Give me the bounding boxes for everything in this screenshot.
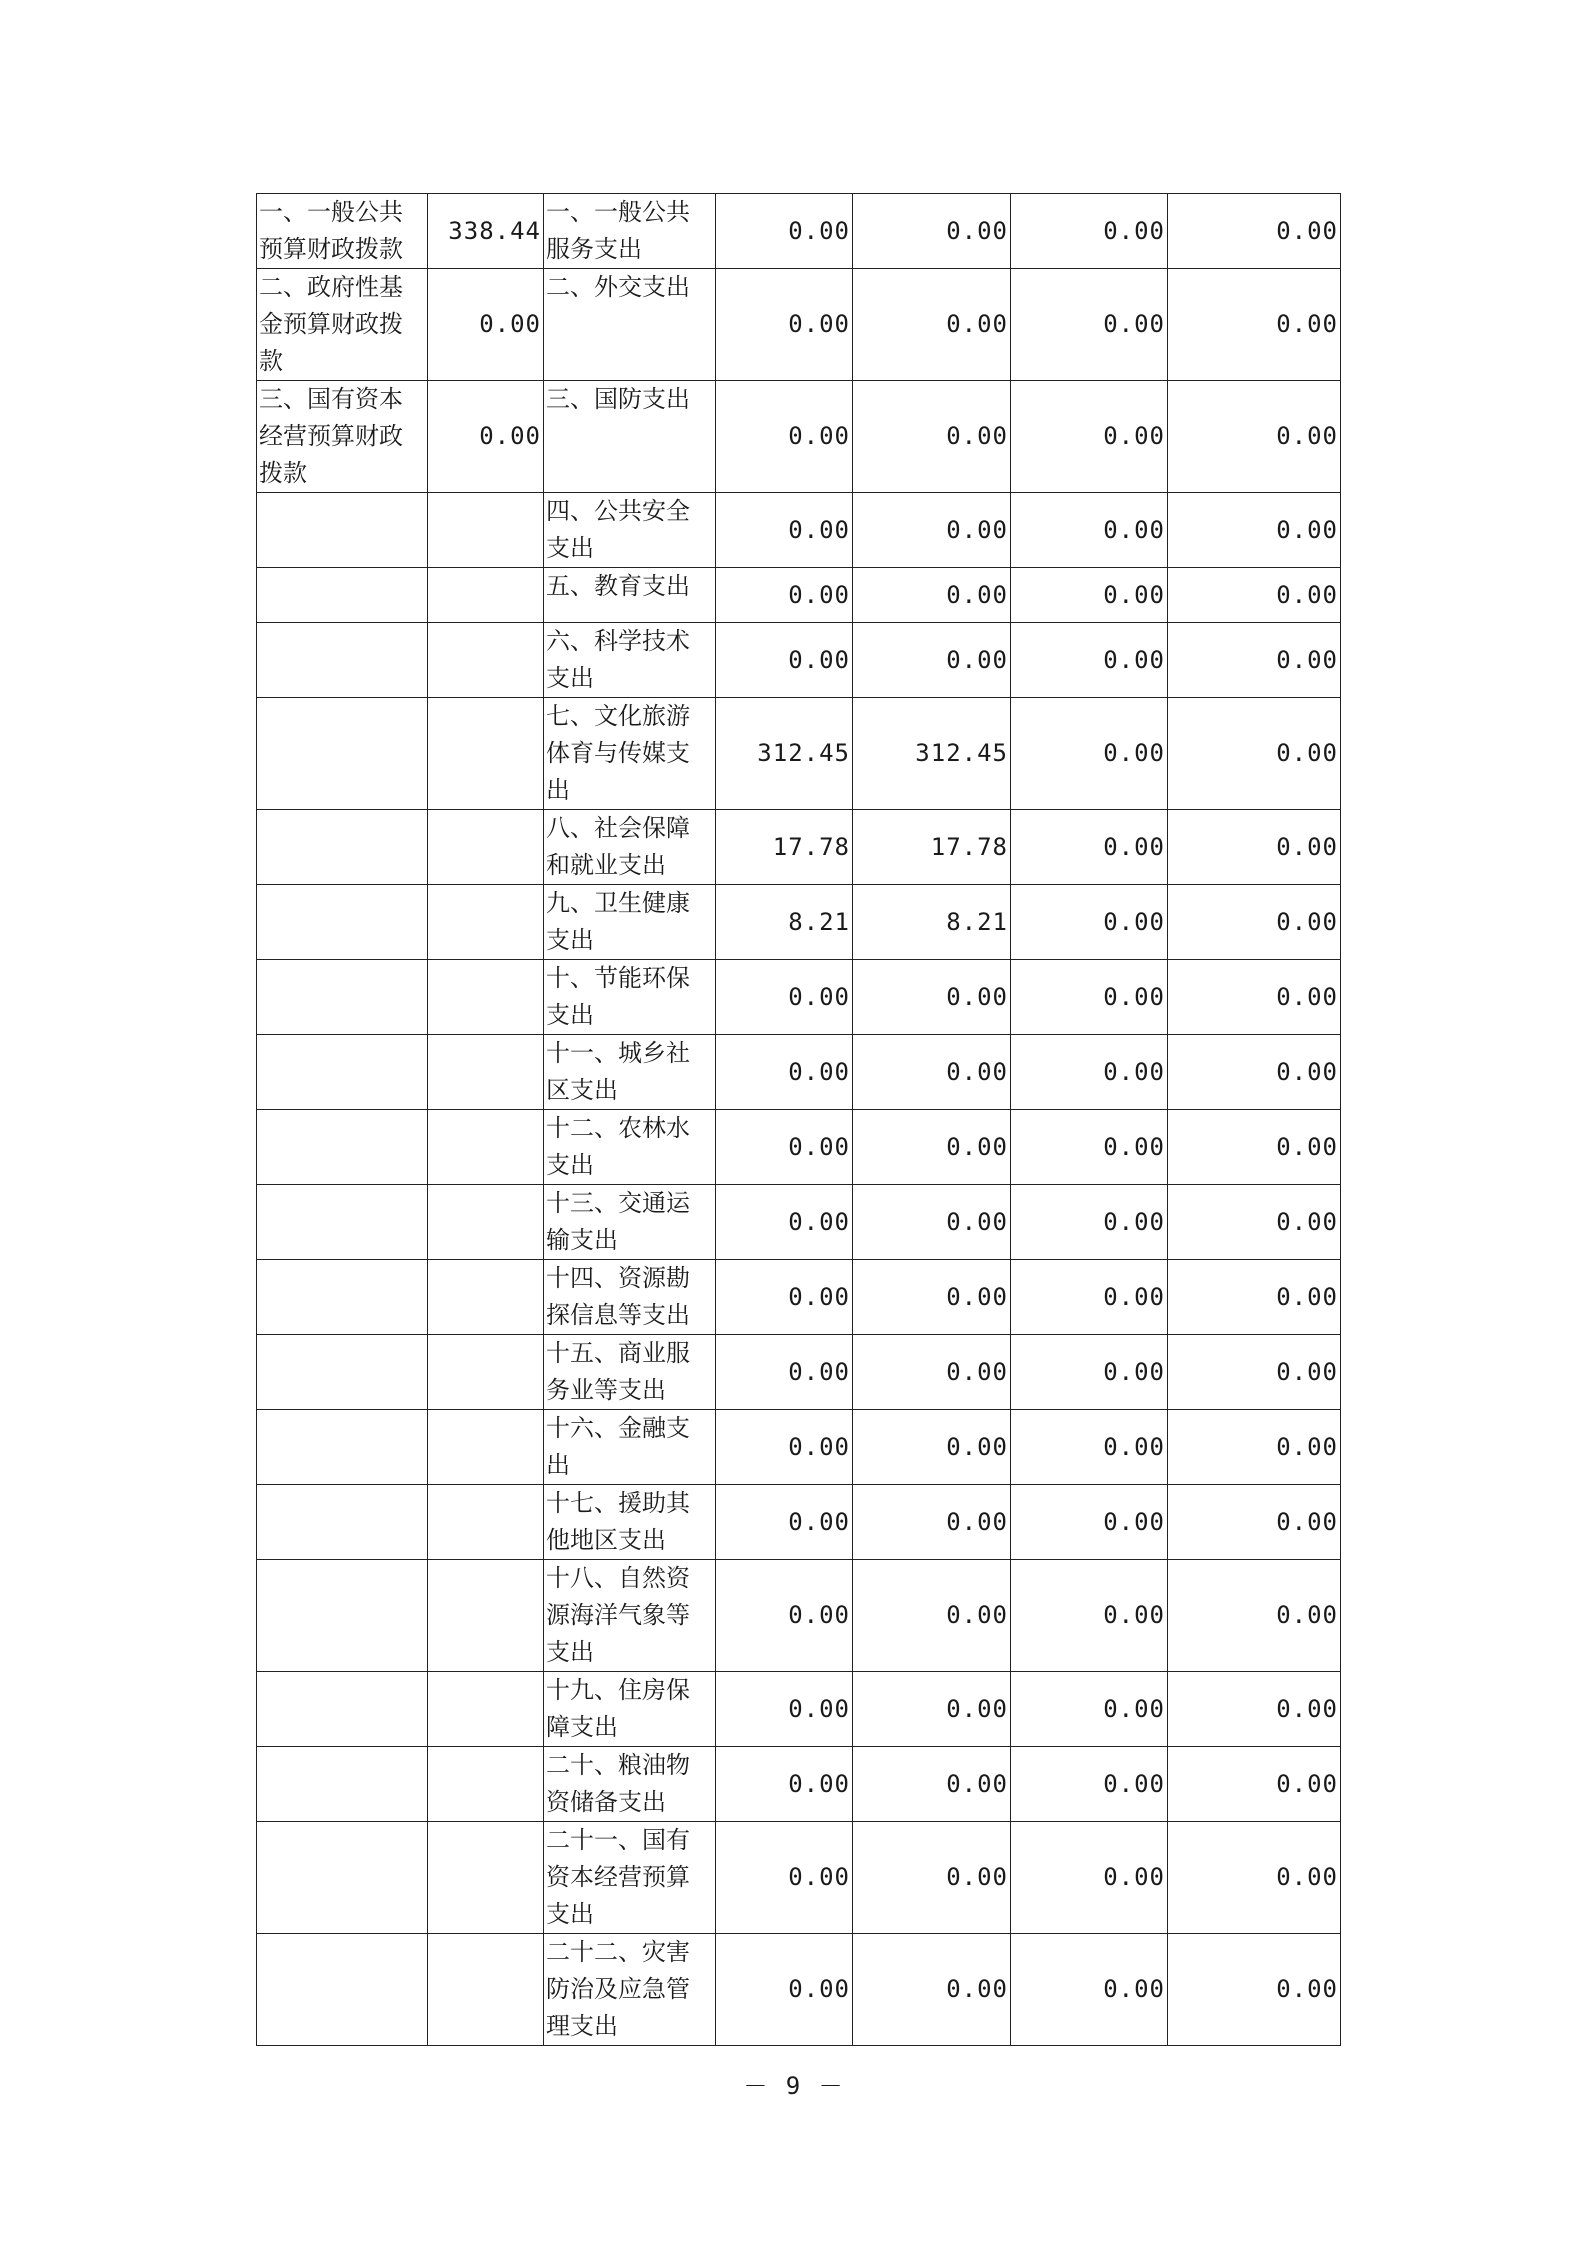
amount-cell-col1: 17.78 [716, 810, 853, 885]
amount-cell-col1: 0.00 [716, 1560, 853, 1672]
amount-cell-col4: 0.00 [1168, 885, 1341, 960]
table-row [257, 1260, 1341, 1335]
amount-cell-col4: 0.00 [1168, 1335, 1341, 1410]
amount-cell-col4: 0.00 [1168, 1934, 1341, 2046]
amount-cell-col3: 0.00 [1011, 885, 1168, 960]
amount-cell-col3: 0.00 [1011, 1410, 1168, 1485]
amount-cell-col4: 0.00 [1168, 493, 1341, 568]
income-amount-cell [428, 568, 544, 623]
amount-cell-col2: 312.45 [853, 698, 1011, 810]
income-item-cell [257, 493, 428, 568]
amount-cell-col1: 0.00 [716, 381, 853, 493]
amount-cell-col4: 0.00 [1168, 1560, 1341, 1672]
expense-item-cell: 十、节能环保支出 [544, 960, 716, 1035]
amount-cell-col4: 0.00 [1168, 1822, 1341, 1934]
amount-cell-col1: 0.00 [716, 960, 853, 1035]
expense-item-cell: 七、文化旅游体育与传媒支出 [544, 698, 716, 810]
table-row [257, 623, 1341, 698]
table-row [257, 1672, 1341, 1747]
amount-cell-col3: 0.00 [1011, 1485, 1168, 1560]
table-row [257, 1185, 1341, 1260]
amount-cell-col4: 0.00 [1168, 1260, 1341, 1335]
amount-cell-col3: 0.00 [1011, 194, 1168, 269]
income-amount-cell: 0.00 [428, 269, 544, 381]
table-row [257, 1747, 1341, 1822]
income-item-cell [257, 1672, 428, 1747]
amount-cell-col2: 17.78 [853, 810, 1011, 885]
table-row [257, 1934, 1341, 2046]
amount-cell-col1: 0.00 [716, 1185, 853, 1260]
amount-cell-col4: 0.00 [1168, 1185, 1341, 1260]
expense-item-cell: 二十二、灾害防治及应急管理支出 [544, 1934, 716, 2046]
income-amount-cell [428, 1934, 544, 2046]
table-row [257, 381, 1341, 493]
expense-item-cell: 十七、援助其他地区支出 [544, 1485, 716, 1560]
amount-cell-col1: 0.00 [716, 1934, 853, 2046]
amount-cell-col4: 0.00 [1168, 1747, 1341, 1822]
amount-cell-col1: 0.00 [716, 1110, 853, 1185]
table-row [257, 1035, 1341, 1110]
amount-cell-col1: 0.00 [716, 1335, 853, 1410]
expense-item-cell: 二、外交支出 [544, 269, 716, 381]
table-row [257, 194, 1341, 269]
table-row [257, 1560, 1341, 1672]
amount-cell-col3: 0.00 [1011, 1934, 1168, 2046]
amount-cell-col2: 0.00 [853, 1110, 1011, 1185]
income-amount-cell [428, 1260, 544, 1335]
table-row [257, 1110, 1341, 1185]
amount-cell-col1: 0.00 [716, 623, 853, 698]
amount-cell-col1: 0.00 [716, 194, 853, 269]
amount-cell-col2: 0.00 [853, 1747, 1011, 1822]
amount-cell-col1: 8.21 [716, 885, 853, 960]
amount-cell-col4: 0.00 [1168, 381, 1341, 493]
income-amount-cell: 338.44 [428, 194, 544, 269]
income-item-cell [257, 698, 428, 810]
income-item-cell [257, 1822, 428, 1934]
expense-item-cell: 十五、商业服务业等支出 [544, 1335, 716, 1410]
amount-cell-col1: 0.00 [716, 1410, 853, 1485]
amount-cell-col4: 0.00 [1168, 810, 1341, 885]
income-amount-cell [428, 1035, 544, 1110]
amount-cell-col4: 0.00 [1168, 698, 1341, 810]
amount-cell-col3: 0.00 [1011, 1560, 1168, 1672]
expense-item-cell: 六、科学技术支出 [544, 623, 716, 698]
expense-item-cell: 十四、资源勘探信息等支出 [544, 1260, 716, 1335]
income-amount-cell [428, 698, 544, 810]
table-body [257, 194, 1341, 2046]
amount-cell-col3: 0.00 [1011, 1260, 1168, 1335]
amount-cell-col4: 0.00 [1168, 960, 1341, 1035]
amount-cell-col3: 0.00 [1011, 1110, 1168, 1185]
income-item-cell [257, 1185, 428, 1260]
income-amount-cell [428, 1822, 544, 1934]
amount-cell-col4: 0.00 [1168, 1110, 1341, 1185]
amount-cell-col2: 0.00 [853, 1934, 1011, 2046]
income-item-cell [257, 1410, 428, 1485]
income-amount-cell [428, 1560, 544, 1672]
income-amount-cell [428, 1672, 544, 1747]
amount-cell-col3: 0.00 [1011, 1822, 1168, 1934]
amount-cell-col1: 0.00 [716, 1260, 853, 1335]
income-amount-cell [428, 810, 544, 885]
amount-cell-col2: 0.00 [853, 1560, 1011, 1672]
expense-item-cell: 二十、粮油物资储备支出 [544, 1747, 716, 1822]
amount-cell-col3: 0.00 [1011, 1747, 1168, 1822]
income-item-cell [257, 1747, 428, 1822]
income-amount-cell [428, 1335, 544, 1410]
amount-cell-col2: 0.00 [853, 623, 1011, 698]
amount-cell-col1: 0.00 [716, 1035, 853, 1110]
amount-cell-col1: 0.00 [716, 1485, 853, 1560]
table-row [257, 698, 1341, 810]
amount-cell-col2: 0.00 [853, 1035, 1011, 1110]
amount-cell-col4: 0.00 [1168, 1485, 1341, 1560]
expense-item-cell: 八、社会保障和就业支出 [544, 810, 716, 885]
amount-cell-col2: 0.00 [853, 1485, 1011, 1560]
income-amount-cell [428, 1747, 544, 1822]
amount-cell-col3: 0.00 [1011, 381, 1168, 493]
amount-cell-col4: 0.00 [1168, 568, 1341, 623]
expense-item-cell: 五、教育支出 [544, 568, 716, 623]
amount-cell-col1: 0.00 [716, 1747, 853, 1822]
income-amount-cell [428, 1410, 544, 1485]
income-item-cell [257, 623, 428, 698]
table-row [257, 568, 1341, 623]
income-item-cell: 三、国有资本经营预算财政拨款 [257, 381, 428, 493]
income-item-cell [257, 885, 428, 960]
table-row [257, 885, 1341, 960]
amount-cell-col1: 0.00 [716, 269, 853, 381]
table-row [257, 269, 1341, 381]
table-row [257, 1822, 1341, 1934]
income-amount-cell [428, 1185, 544, 1260]
expense-item-cell: 十三、交通运输支出 [544, 1185, 716, 1260]
amount-cell-col3: 0.00 [1011, 623, 1168, 698]
amount-cell-col4: 0.00 [1168, 1410, 1341, 1485]
amount-cell-col1: 0.00 [716, 1822, 853, 1934]
amount-cell-col2: 8.21 [853, 885, 1011, 960]
table-row [257, 960, 1341, 1035]
amount-cell-col3: 0.00 [1011, 1035, 1168, 1110]
expense-item-cell: 三、国防支出 [544, 381, 716, 493]
amount-cell-col2: 0.00 [853, 493, 1011, 568]
amount-cell-col2: 0.00 [853, 1672, 1011, 1747]
income-item-cell [257, 568, 428, 623]
table-row [257, 493, 1341, 568]
page-number: － 9 － [743, 2072, 845, 2100]
amount-cell-col4: 0.00 [1168, 1672, 1341, 1747]
expense-item-cell: 十八、自然资源海洋气象等支出 [544, 1560, 716, 1672]
table-row [257, 1410, 1341, 1485]
amount-cell-col2: 0.00 [853, 1410, 1011, 1485]
amount-cell-col4: 0.00 [1168, 1035, 1341, 1110]
income-item-cell [257, 960, 428, 1035]
table-row [257, 1335, 1341, 1410]
amount-cell-col1: 0.00 [716, 568, 853, 623]
expense-item-cell: 四、公共安全支出 [544, 493, 716, 568]
income-amount-cell [428, 623, 544, 698]
income-item-cell [257, 1485, 428, 1560]
amount-cell-col2: 0.00 [853, 1185, 1011, 1260]
budget-table [256, 193, 1341, 2046]
amount-cell-col2: 0.00 [853, 1822, 1011, 1934]
income-item-cell [257, 1560, 428, 1672]
amount-cell-col4: 0.00 [1168, 269, 1341, 381]
expense-item-cell: 一、一般公共服务支出 [544, 194, 716, 269]
expense-item-cell: 二十一、国有资本经营预算支出 [544, 1822, 716, 1934]
table-row [257, 1485, 1341, 1560]
income-amount-cell [428, 960, 544, 1035]
amount-cell-col3: 0.00 [1011, 1185, 1168, 1260]
income-item-cell: 二、政府性基金预算财政拨款 [257, 269, 428, 381]
expense-item-cell: 十一、城乡社区支出 [544, 1035, 716, 1110]
amount-cell-col3: 0.00 [1011, 698, 1168, 810]
amount-cell-col3: 0.00 [1011, 960, 1168, 1035]
amount-cell-col3: 0.00 [1011, 810, 1168, 885]
income-amount-cell [428, 493, 544, 568]
amount-cell-col2: 0.00 [853, 568, 1011, 623]
amount-cell-col2: 0.00 [853, 1260, 1011, 1335]
amount-cell-col2: 0.00 [853, 960, 1011, 1035]
expense-item-cell: 十六、金融支出 [544, 1410, 716, 1485]
table-row [257, 810, 1341, 885]
income-amount-cell [428, 1110, 544, 1185]
amount-cell-col2: 0.00 [853, 269, 1011, 381]
amount-cell-col4: 0.00 [1168, 194, 1341, 269]
income-item-cell [257, 1260, 428, 1335]
income-item-cell [257, 1035, 428, 1110]
income-amount-cell [428, 1485, 544, 1560]
amount-cell-col2: 0.00 [853, 381, 1011, 493]
amount-cell-col4: 0.00 [1168, 623, 1341, 698]
amount-cell-col3: 0.00 [1011, 269, 1168, 381]
amount-cell-col2: 0.00 [853, 1335, 1011, 1410]
expense-item-cell: 十二、农林水支出 [544, 1110, 716, 1185]
amount-cell-col1: 312.45 [716, 698, 853, 810]
income-item-cell [257, 1110, 428, 1185]
amount-cell-col3: 0.00 [1011, 568, 1168, 623]
income-item-cell [257, 810, 428, 885]
amount-cell-col1: 0.00 [716, 493, 853, 568]
income-item-cell [257, 1335, 428, 1410]
amount-cell-col3: 0.00 [1011, 1672, 1168, 1747]
expense-item-cell: 十九、住房保障支出 [544, 1672, 716, 1747]
income-item-cell [257, 1934, 428, 2046]
amount-cell-col1: 0.00 [716, 1672, 853, 1747]
amount-cell-col2: 0.00 [853, 194, 1011, 269]
income-item-cell: 一、一般公共预算财政拨款 [257, 194, 428, 269]
expense-item-cell: 九、卫生健康支出 [544, 885, 716, 960]
income-amount-cell: 0.00 [428, 381, 544, 493]
income-amount-cell [428, 885, 544, 960]
amount-cell-col3: 0.00 [1011, 1335, 1168, 1410]
amount-cell-col3: 0.00 [1011, 493, 1168, 568]
